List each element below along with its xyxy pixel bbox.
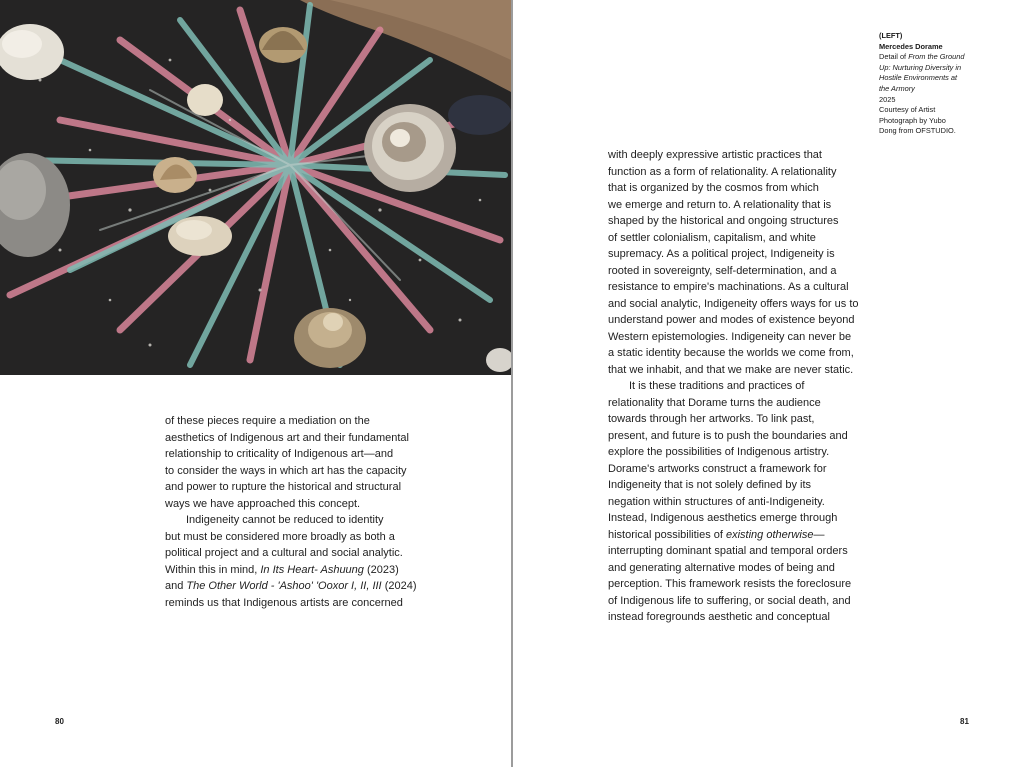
caption-title: From the Ground	[908, 52, 965, 62]
caption-title-line	[879, 73, 989, 84]
body-text-run: —	[813, 528, 825, 541]
body-line: Indigeneity cannot be reduced to identity	[186, 514, 384, 526]
body-line: It is these traditions and practices of	[629, 380, 805, 392]
body-line: aesthetics of Indigenous art and their fundamental	[165, 431, 409, 444]
body-line: towards through her artworks. To link past,	[608, 413, 815, 425]
body-line: and social analytic, Indigeneity offers ways for us to	[608, 297, 859, 310]
body-line: relationality that Dorame turns the audience	[608, 396, 821, 409]
body-line: interrupting dominant spatial and temporal orders	[608, 545, 848, 557]
emphasis-text: existing otherwise	[726, 528, 814, 541]
body-text-run: (2024)	[384, 580, 417, 592]
body-line: supremacy. As a political project, Indigeneity is	[608, 248, 835, 260]
body-line: that is organized by the cosmos from which	[608, 182, 819, 194]
body-line: of settler colonialism, capitalism, and white	[608, 231, 816, 244]
body-line: reminds us that Indigenous artists are concerned	[165, 596, 403, 609]
body-line: of Indigenous life to suffering, or social death, and	[608, 594, 851, 607]
body-line: present, and future is to push the boundaries and	[608, 429, 848, 442]
caption-detail-prefix: Detail of	[879, 52, 907, 62]
caption-photo-credit: Dong from OFSTUDIO.	[879, 126, 956, 136]
body-line: but must be considered more broadly as both a	[165, 530, 395, 543]
body-text-run: historical possibilities of	[608, 528, 723, 541]
caption-title: the Armory	[879, 83, 915, 93]
body-line: relationship to criticality of Indigenous art—and	[165, 448, 394, 460]
body-line: that we inhabit, and that we make are never static.	[608, 363, 854, 376]
body-text-run: (2023)	[366, 563, 399, 576]
body-line: with deeply expressive artistic practices that	[608, 149, 822, 161]
caption-photo-credit: Photograph by Yubo	[879, 115, 946, 125]
installation-photo-art	[0, 0, 511, 375]
caption-courtesy: Courtesy of Artist	[879, 105, 936, 115]
caption-title-line	[879, 63, 989, 74]
body-line: and generating alternative modes of being and	[608, 561, 835, 574]
body-line	[165, 578, 425, 595]
body-line: rooted in sovereignty, self-determination, and a	[608, 264, 837, 277]
body-line: Indigeneity that is not solely defined by its	[608, 479, 812, 491]
installation-photo	[0, 0, 511, 375]
body-line: we emerge and return to. A relationality that is	[608, 198, 832, 211]
caption-artist: Mercedes Dorame	[879, 41, 943, 51]
body-line: perception. This framework resists the foreclosure	[608, 578, 852, 590]
left-page	[0, 0, 511, 767]
body-line: to consider the ways in which art has the capacity	[165, 464, 407, 477]
body-line: instead foregrounds aesthetic and conceptual	[608, 611, 830, 623]
artwork-title: In Its Heart- Ashuung	[260, 563, 364, 576]
body-line: understand power and modes of existence beyond	[608, 314, 855, 326]
photo-caption	[879, 31, 989, 137]
body-line: negation within structures of anti-Indigeneity.	[608, 495, 825, 508]
body-line: a static identity because the worlds we come from,	[608, 347, 854, 359]
body-line	[165, 562, 425, 579]
body-line: explore the possibilities of Indigenous artistry.	[608, 446, 830, 458]
body-line: shaped by the historical and ongoing structures	[608, 215, 839, 227]
body-line: and power to rupture the historical and structural	[165, 481, 402, 493]
body-text-run: and	[165, 580, 184, 592]
left-body-text	[165, 413, 425, 611]
body-line	[608, 527, 868, 544]
right-body-text	[608, 147, 868, 626]
right-page	[513, 0, 1024, 767]
body-line: Dorame's artworks construct a framework for	[608, 462, 827, 475]
caption-year: 2025	[879, 94, 896, 104]
body-line: resistance to empire's machinations. As a cultural	[608, 281, 849, 293]
caption-title: Hostile Environments at	[879, 73, 958, 83]
body-line: function as a form of relationality. A relationality	[608, 165, 837, 178]
body-line: political project and a cultural and social analytic.	[165, 547, 403, 559]
body-text-run: Within this in mind,	[165, 563, 258, 576]
body-line: ways we have approached this concept.	[165, 497, 361, 510]
page-number: 80	[55, 717, 64, 726]
caption-detail	[879, 52, 989, 63]
caption-title-line	[879, 84, 989, 95]
caption-label: (LEFT)	[879, 31, 903, 40]
caption-title: Up: Nurturing Diversity in	[879, 62, 962, 72]
body-line: Western epistemologies. Indigeneity can never be	[608, 330, 852, 343]
body-line: Instead, Indigenous aesthetics emerge through	[608, 512, 838, 524]
artwork-title: The Other World - 'Ashoo' 'Ooxor I, II, III	[186, 580, 382, 592]
page-number: 81	[960, 717, 969, 726]
body-line: of these pieces require a mediation on the	[165, 415, 370, 427]
